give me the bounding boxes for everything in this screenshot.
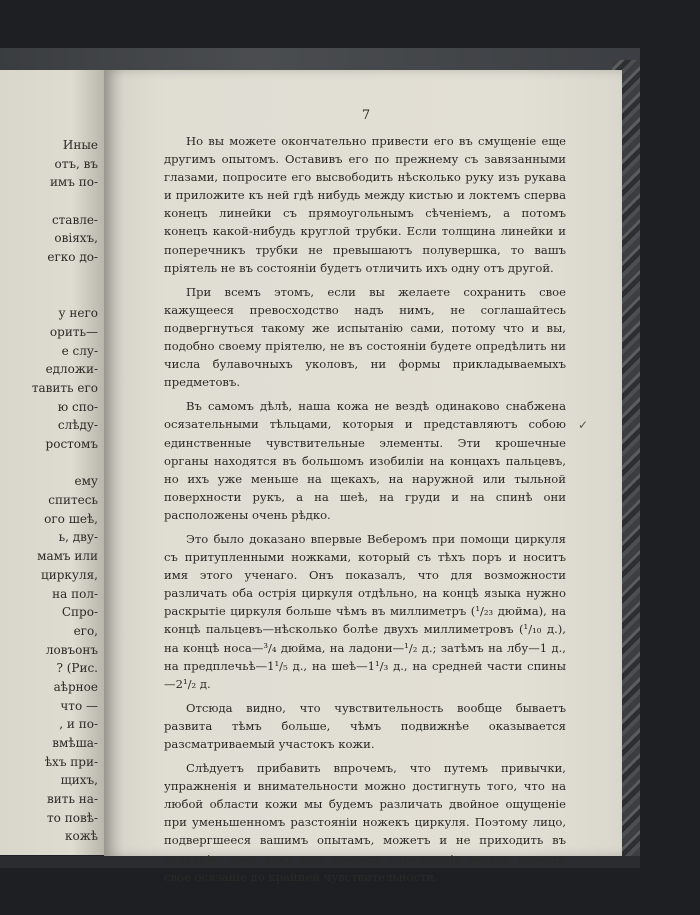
left-page-line: ? (Рис.	[56, 661, 98, 676]
left-page-line	[0, 267, 98, 286]
left-page-line: е слу-	[61, 343, 98, 358]
left-page-line: циркуля,	[41, 567, 98, 582]
left-page-line	[0, 454, 98, 473]
left-page-line: овіяхъ,	[54, 231, 98, 246]
left-page-text	[0, 136, 98, 846]
left-page-line: имъ по-	[49, 175, 98, 190]
left-page-line: тавить его	[31, 380, 98, 395]
left-page-line: спитесь	[48, 493, 98, 508]
left-page-line: Спро-	[61, 605, 98, 620]
left-page-line: ого шеѣ,	[44, 511, 98, 526]
left-page-line: что —	[60, 698, 98, 713]
left-page-line: щихъ,	[60, 773, 98, 788]
left-page-line: ростомъ	[45, 437, 98, 451]
paragraph: Это было доказано впервые Веберомъ при помощи циркуля съ притупленными ножками, который съ тѣхъ поръ и носитъ имя этого ученаго. Онъ показалъ, что для возможности различать оба острія циркуля отдѣльно, на концѣ языка нужно раскрытіе циркуля больше чѣмъ въ миллиметръ (¹/₂₃ дюйма), на концѣ пальцевъ—нѣсколько болѣе двухъ миллиметровъ (¹/₁₀ д.), на концѣ носа—³/₄ дюйма, на ладони—¹/₂ д.; затѣмъ на лбу—1 д., на предплечьѣ—1¹/₅ д., на шеѣ—1¹/₃ д., на средней части спины—2¹/₂ д.	[164, 531, 566, 691]
paragraph: Но вы можете окончательно привести его въ смущеніе еще другимъ опытомъ. Оставивъ его по прежнему съ завязанными глазами, попросите его высвободить нѣсколько руку изъ рукава и приложите къ ней гдѣ нибудь между кистью и локтемъ сперва конецъ линейки съ прямоугольнымъ сѣченіемъ, а потомъ конецъ какой-нибудь круглой трубки. Если толщина линейки и поперечникъ трубки не превышаютъ полувершка, то вашъ пріятель не въ состояніи будетъ отличить ихъ одну отъ другой.	[164, 134, 566, 275]
left-page-line: , и по-	[59, 717, 98, 732]
paragraph: Въ самомъ дѣлѣ, наша кожа не вездѣ одинаково снабжена осязательными тѣльцами, которыя и представляютъ собою единственные чувствительные элементы. Эти крошечные органы находятся въ большомъ изобиліи на концахъ пальцевъ, но ихъ уже меньше на щекахъ, на наружной или тыльной поверхности рукъ, а на шеѣ, на груди и на спинѣ они расположены очень рѣдко.	[164, 399, 566, 522]
left-page-line: то повѣ-	[47, 810, 98, 825]
left-page-line: вмѣша-	[52, 736, 98, 750]
left-page-line	[0, 192, 98, 211]
left-page-line: ловъонъ	[45, 642, 98, 657]
left-page-line: на пол-	[52, 586, 98, 601]
left-page-line: ставле-	[51, 212, 98, 227]
left-page-line: слѣду-	[57, 418, 98, 433]
left-page	[0, 70, 104, 855]
left-page-line: кожѣ	[65, 829, 98, 844]
paragraph: Отсюда видно, что чувствительность вообще бываетъ развита тѣмъ больше, чѣмъ подвижнѣе оказывается разсматриваемый участокъ кожи.	[164, 700, 566, 751]
paragraph: При всемъ этомъ, если вы желаете сохранить свое кажущееся превосходство надъ нимъ, не соглашайтесь подвергнуться такому же испытанію сами, потому что и вы, подобно своему пріятелю, не въ состояніи будете опредѣлить ни числа булавочныхъ уколовъ, ни формы прикладываемыхъ предметовъ.	[164, 284, 566, 390]
left-page-line: аѣрное	[53, 679, 98, 694]
left-page-line: вить на-	[47, 792, 98, 807]
page-body	[164, 132, 566, 892]
left-page-line: у него	[58, 306, 98, 321]
left-page-line: ему	[74, 474, 98, 489]
book-cover-top-edge	[0, 48, 640, 72]
left-page-line	[0, 286, 98, 305]
left-page-line: ѣхъ при-	[44, 754, 98, 769]
left-page-line: ь, дву-	[58, 530, 98, 545]
page-number: 7	[361, 108, 371, 123]
pencil-check-mark: ✓	[578, 418, 589, 432]
left-page-line: его,	[73, 623, 98, 638]
left-page-line: едложи-	[45, 362, 98, 377]
left-page-line: мамъ или	[37, 549, 98, 564]
left-page-line: Иные	[62, 138, 98, 152]
paragraph: Слѣдуетъ прибавить впрочемъ, что путемъ привычки, упражненія и внимательности можно достигнуть того, что на любой области кожи мы будемъ различать двойное ощущеніе при уменьшенномъ разстояніи ножекъ циркуля. Поэтому лицо, подвергшееся вашимъ опытамъ, можетъ и не приходить въ отчаяніе, такъ какъ при помощи упражненія можно довести свое осязаніе до крайней чувствительности.	[164, 761, 566, 884]
left-page-line: егко до-	[47, 250, 98, 265]
left-page-line: ю спо-	[57, 399, 98, 414]
left-page-line: отъ, въ	[54, 156, 98, 171]
left-page-line: орить—	[49, 324, 98, 339]
